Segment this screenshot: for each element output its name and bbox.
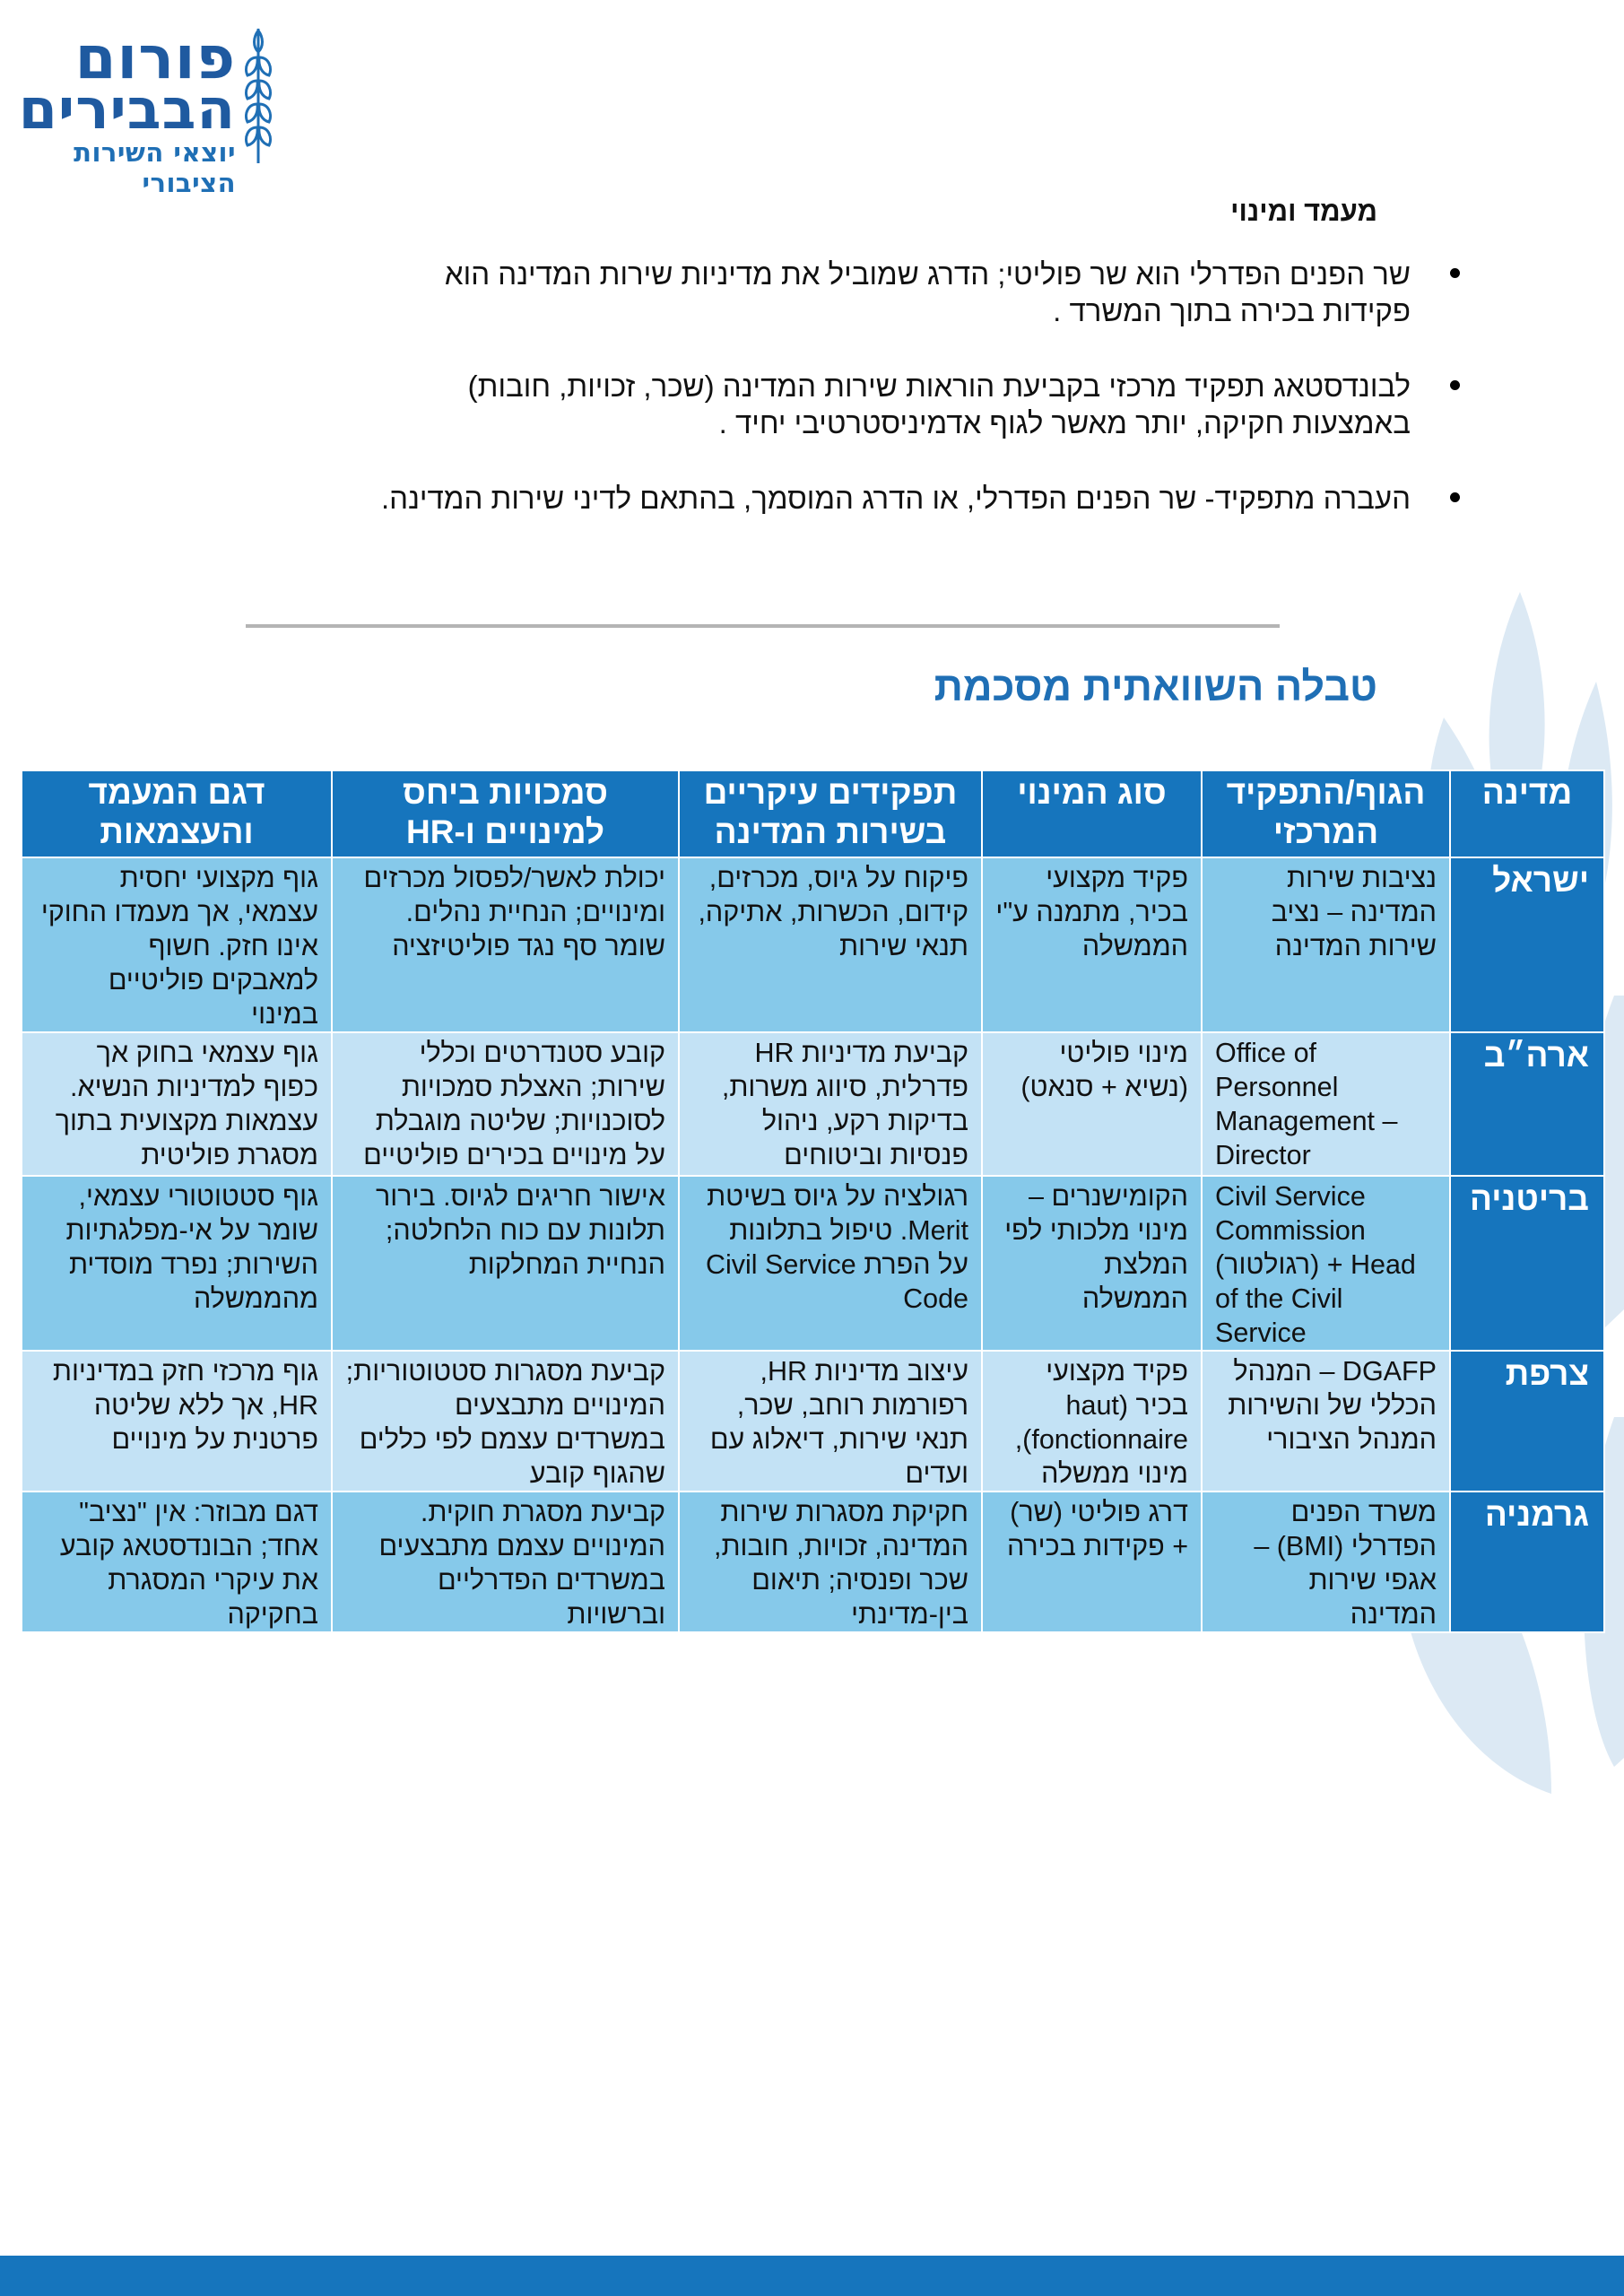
- cell-appointment: דרג פוליטי (שר) + פקידות בכירה: [982, 1492, 1202, 1632]
- cell-model: גוף סטטוטורי עצמאי, שומר על אי-מפלגתיות השירות; נפרד מוסדית מהממשלה: [22, 1176, 332, 1351]
- cell-country: גרמניה: [1450, 1492, 1604, 1632]
- table-header-row: [22, 770, 1604, 857]
- cell-powers: קובע סטנדרטים וכללי שירות; האצלת סמכויות לסוכנויות; שליטה מוגבלת על מינויים בכירים פוליטיים: [332, 1032, 679, 1176]
- footer-bar: [0, 2256, 1624, 2296]
- bullet-item: [375, 480, 1411, 517]
- cell-country: ארה״ב: [1450, 1032, 1604, 1176]
- cell-appointment: הקומישנרים – מינוי מלכותי לפי המלצת הממשלה: [982, 1176, 1202, 1351]
- cell-country: צרפת: [1450, 1351, 1604, 1492]
- cell-body: DGAFP – המנהל הכללי של והשירות המנהל הציבורי: [1202, 1351, 1450, 1492]
- olive-branch-icon: [240, 22, 276, 165]
- table-row: [22, 857, 1604, 1032]
- cell-model: דגם מבוזר: אין "נציב" אחד; הבונדסטאג קובע את עיקרי המסגרת בחקיקה: [22, 1492, 332, 1632]
- header-body: הגוף/התפקיד המרכזי: [1202, 770, 1450, 857]
- cell-model: גוף מקצועי יחסית עצמאי, אך מעמדו החוקי אינו חזק. חשוף למאבקים פוליטיים במינוי: [22, 857, 332, 1032]
- bullet-text: העברה מתפקיד- שר הפנים הפדרלי, או הדרג המוסמך, בהתאם לדיני שירות המדינה.: [381, 482, 1411, 515]
- header-model: דגם המעמד והעצמאות: [22, 770, 332, 857]
- cell-powers: יכולת לאשר/לפסול מכרזים ומינויים; הנחיית נהלים. שומר סף נגד פוליטיזציה: [332, 857, 679, 1032]
- cell-appointment: פקיד מקצועי בכיר (haut fonctionnaire), מינוי ממשלה: [982, 1351, 1202, 1492]
- horizontal-divider: [246, 624, 1280, 628]
- bullet-dot-icon: [1450, 380, 1460, 390]
- logo-title-line2: הבבירים: [18, 76, 236, 142]
- cell-country: בריטניה: [1450, 1176, 1604, 1351]
- bullet-dot-icon: [1450, 268, 1460, 278]
- cell-body: נציבות שירות המדינה – נציב שירות המדינה: [1202, 857, 1450, 1032]
- cell-powers: קביעת מסגרות סטטוטוריות; המינויים מתבצעים במשרדים עצמם לפי כללים שהגוף קובע: [332, 1351, 679, 1492]
- bullet-text: לבונדסטאג תפקיד מרכזי בקביעת הוראות שירות המדינה (שכר, זכויות, חובות) באמצעות חקיקה, יותר מאשר לגוף אדמיניסטרטיבי יחיד .: [467, 370, 1411, 439]
- table-row: [22, 1176, 1604, 1351]
- header-appointment: סוג המינוי: [982, 770, 1202, 857]
- cell-body: Office of Personnel Management – Director: [1202, 1032, 1450, 1176]
- table-title: טבלה השוואתית מסכמת: [934, 664, 1377, 709]
- cell-appointment: מינוי פוליטי (נשיא + סנאט): [982, 1032, 1202, 1176]
- cell-model: גוף מרכזי חזק במדיניות HR, אך ללא שליטה פרטנית על מינויים: [22, 1351, 332, 1492]
- logo-subtitle: יוצאי השירות הציבורי: [74, 137, 236, 198]
- header-roles: תפקידים עיקריים בשירות המדינה: [679, 770, 982, 857]
- cell-body: Civil Service Commission (רגולטור) + Head of the Civil Service: [1202, 1176, 1450, 1351]
- header-country: מדינה: [1450, 770, 1604, 857]
- cell-model: גוף עצמאי בחוק אך כפוף למדיניות הנשיא. עצמאות מקצועית בתוך מסגרת פוליטית: [22, 1032, 332, 1176]
- table-row: [22, 1351, 1604, 1492]
- cell-roles: פיקוח על גיוס, מכרזים, קידום, הכשרות, אתיקה, תנאי שירות: [679, 857, 982, 1032]
- cell-body: משרד הפנים הפדרלי (BMI) – אגפי שירות המדינה: [1202, 1492, 1450, 1632]
- cell-roles: רגולציה על גיוס בשיטת Merit. טיפול בתלונות על הפרת Civil Service Code: [679, 1176, 982, 1351]
- bullet-list: [375, 256, 1411, 555]
- cell-roles: חקיקת מסגרות שירות המדינה, זכויות, חובות, שכר ופנסיה; תיאום בין-מדינתי: [679, 1492, 982, 1632]
- table-row: [22, 1032, 1604, 1176]
- bullet-item: [375, 256, 1411, 329]
- cell-country: ישראל: [1450, 857, 1604, 1032]
- cell-appointment: פקיד מקצועי בכיר, מתמנה ע"י הממשלה: [982, 857, 1202, 1032]
- logo-title-line1: פורום: [74, 23, 236, 92]
- cell-powers: אישור חריגים לגיוס. בירור תלונות עם כוח הלחלטה; הנחיית המחלקות: [332, 1176, 679, 1351]
- bullet-item: [375, 368, 1411, 441]
- bullet-text: שר הפנים הפדרלי הוא שר פוליטי; הדרג שמוביל את מדיניות שירות המדינה הוא פקידות בכירה בתוך המשרד .: [444, 257, 1411, 327]
- forum-logo: [16, 16, 276, 198]
- cell-powers: קביעת מסגרת חוקית. המינויים עצמם מתבצעים במשרדים הפדרליים וברשויות: [332, 1492, 679, 1632]
- bullet-dot-icon: [1450, 492, 1460, 502]
- table-row: [22, 1492, 1604, 1632]
- comparison-table: [21, 770, 1605, 1633]
- section-heading: מעמד ומינוי: [1230, 196, 1377, 227]
- cell-roles: עיצוב מדיניות HR, רפורמות רוחב, שכר, תנאי שירות, דיאלוג עם ועדים: [679, 1351, 982, 1492]
- cell-roles: קביעת מדיניות HR פדרלית, סיווג משרות, בדיקות רקע, ניהול פנסיות וביטוחים: [679, 1032, 982, 1176]
- header-powers: סמכויות ביחס למינויים ו-HR: [332, 770, 679, 857]
